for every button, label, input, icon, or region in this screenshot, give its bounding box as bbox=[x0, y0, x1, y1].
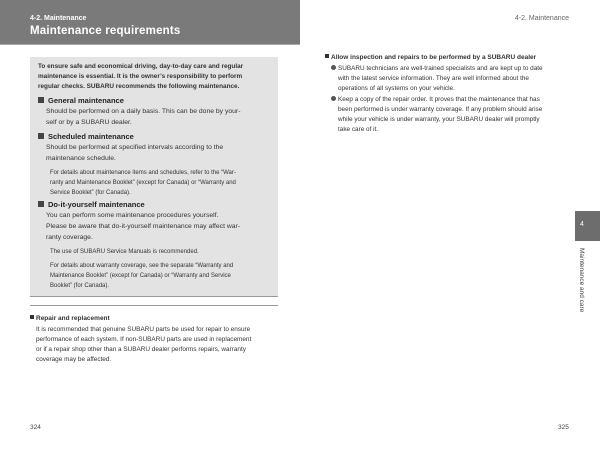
bullet-icon bbox=[331, 96, 336, 101]
scheduled-note-line-2: ranty and Maintenance Booklet” (except for Canada) or “Warranty and bbox=[50, 180, 236, 186]
scheduled-note-line-1: For details about maintenance items and schedules, refer to the “War- bbox=[50, 170, 236, 176]
page-number-right: 325 bbox=[558, 424, 569, 431]
inspection-heading: Allow inspection and repairs to be performed by a SUBARU dealer bbox=[325, 53, 536, 63]
intro-line-2: maintenance is essential. It is the owner’s responsibility to perform bbox=[38, 73, 243, 80]
bullet-1-line-3: operations of all systems on your vehicle. bbox=[338, 85, 455, 92]
diy-note-2-line-1: For details about warranty coverage, see the separate “Warranty and bbox=[50, 263, 234, 269]
diy-line-2: Please be aware that do-it-yourself maintenance may affect war- bbox=[46, 223, 241, 230]
page-title: Maintenance requirements bbox=[30, 25, 181, 37]
repair-line-4: coverage may be affected. bbox=[36, 356, 112, 363]
repair-line-3: or if a repair shop other than a SUBARU dealer performs repairs, warranty bbox=[36, 346, 246, 353]
header-band bbox=[0, 0, 300, 44]
diy-maintenance-heading: Do-it-yourself maintenance bbox=[38, 200, 145, 209]
diy-note-2-line-3: Booklet” (for Canada). bbox=[50, 283, 110, 289]
diy-note-2-line-2: Maintenance Booklet” (except for Canada) or “Warranty and Service bbox=[50, 273, 231, 279]
diy-line-1: You can perform some maintenance procedures yourself. bbox=[46, 212, 219, 219]
bullet-1-line-1: SUBARU technicians are well-trained specialists and are kept up to date bbox=[331, 64, 543, 74]
intro-line-3: regular checks. SUBARU recommends the following maintenance. bbox=[38, 83, 240, 90]
section-label: 4-2. Maintenance bbox=[30, 15, 87, 22]
square-bullet-icon bbox=[38, 133, 44, 139]
scheduled-line-1: Should be performed at specified intervals according to the bbox=[46, 144, 224, 151]
square-bullet-icon bbox=[38, 97, 44, 103]
diy-line-3: ranty coverage. bbox=[46, 234, 93, 241]
general-maintenance-heading: General maintenance bbox=[38, 96, 124, 105]
intro-line-1: To ensure safe and economical driving, day-to-day care and regular bbox=[38, 63, 244, 70]
bullet-2-line-1: Keep a copy of the repair order. It proves that the maintenance that has bbox=[331, 95, 540, 105]
scheduled-line-2: maintenance schedule. bbox=[46, 155, 116, 162]
page-number-left: 324 bbox=[30, 424, 41, 431]
repair-heading: Repair and replacement bbox=[30, 314, 110, 324]
header-divider bbox=[0, 44, 300, 45]
bullet-1-line-2: with the latest service information. They are well informed about the bbox=[338, 75, 529, 82]
general-line-1: Should be performed on a daily basis. This can be done by your- bbox=[46, 108, 241, 115]
square-bullet-icon bbox=[325, 54, 329, 58]
chapter-tab-number: 4 bbox=[580, 221, 584, 228]
square-bullet-icon bbox=[38, 201, 44, 207]
repair-line-2: performance of each system. If non-SUBARU parts are used in replacement bbox=[36, 336, 252, 343]
bullet-2-line-4: take care of it. bbox=[338, 126, 379, 133]
bullet-2-line-2: been performed is under warranty coverage. If any problem should arise bbox=[338, 106, 543, 113]
general-line-2: self or by a SUBARU dealer. bbox=[46, 119, 132, 126]
chapter-tab-label: Maintenance and care bbox=[578, 248, 585, 313]
section-divider bbox=[30, 305, 278, 306]
bullet-icon bbox=[331, 65, 336, 70]
diy-note-1: The use of SUBARU Service Manuals is recommended. bbox=[50, 249, 199, 255]
square-bullet-icon bbox=[30, 315, 34, 319]
bullet-2-line-3: while your vehicle is under warranty, your SUBARU dealer will promptly bbox=[338, 116, 540, 123]
scheduled-note-line-3: Service Booklet” (for Canada). bbox=[50, 190, 131, 196]
section-label-right: 4-2. Maintenance bbox=[514, 15, 569, 22]
scheduled-maintenance-heading: Scheduled maintenance bbox=[38, 132, 134, 141]
repair-line-1: It is recommended that genuine SUBARU parts be used for repair to ensure bbox=[36, 326, 251, 333]
